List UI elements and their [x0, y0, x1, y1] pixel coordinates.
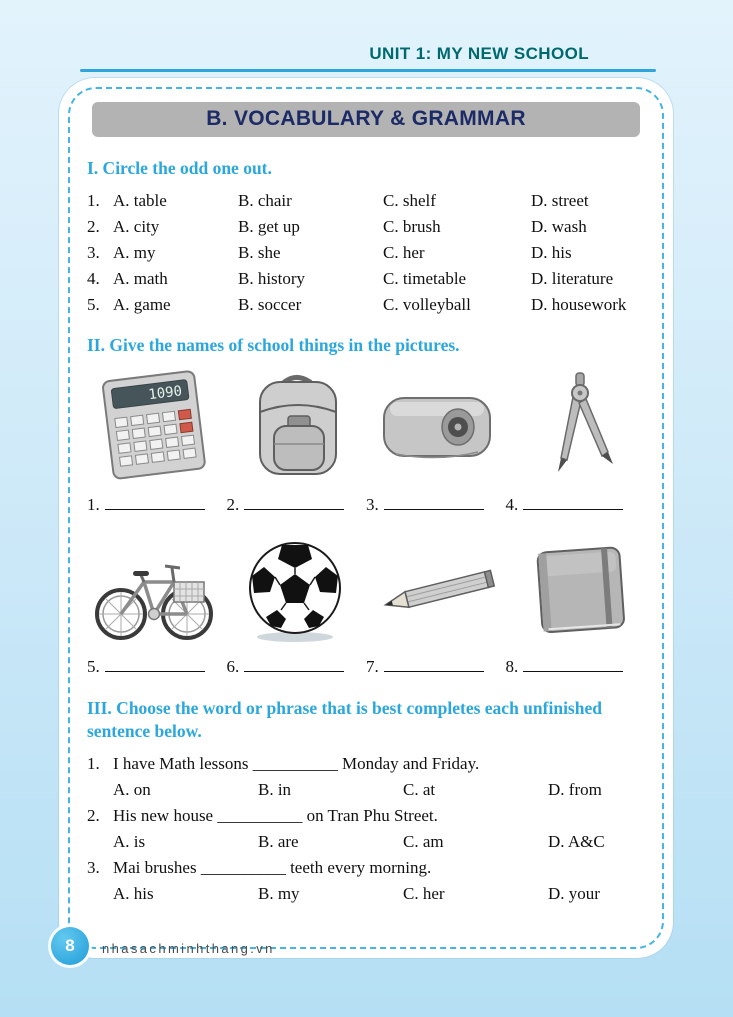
exercise1-row — [87, 188, 645, 214]
blank-item — [227, 655, 367, 679]
option-a: A. his — [113, 884, 154, 903]
option-b: B. she — [238, 243, 281, 262]
option-c: C. shelf — [383, 191, 436, 210]
blank-item — [366, 655, 506, 679]
section-banner: B. VOCABULARY & GRAMMAR — [92, 102, 640, 137]
website-text: nhasachminhthang.vn — [102, 941, 275, 956]
option-d: D. literature — [531, 269, 614, 288]
blank-number: 6. — [226, 657, 240, 676]
schoolbag-icon — [230, 370, 360, 482]
option-c: C. timetable — [383, 269, 467, 288]
blank-item — [506, 655, 646, 679]
option-d: D. his — [531, 243, 572, 262]
option-c: C. her — [403, 884, 445, 903]
exercise1-row — [87, 266, 645, 292]
answer-blank — [384, 657, 484, 672]
calculator-image — [87, 367, 219, 485]
option-a: A. is — [113, 832, 146, 851]
option-b: B. my — [258, 884, 300, 903]
question-sentence: His new house __________ on Tran Phu Street. — [113, 806, 438, 825]
exercise3-list — [87, 751, 645, 907]
question-number: 1. — [87, 754, 100, 773]
question-number: 1. — [87, 191, 100, 210]
question-sentence: I have Math lessons __________ Monday and Friday. — [113, 754, 480, 773]
option-d: D. your — [548, 884, 600, 903]
option-b: B. get up — [238, 217, 300, 236]
answer-blank — [244, 657, 344, 672]
svg-text:1090: 1090 — [147, 383, 183, 404]
question-number: 5. — [87, 295, 100, 314]
pencil-icon — [372, 532, 502, 644]
option-c: C. am — [403, 832, 444, 851]
pencil-sharpener-image — [371, 367, 503, 485]
blanks-row-2 — [87, 655, 645, 679]
answer-blank — [384, 495, 484, 510]
option-d: D. housework — [531, 295, 627, 314]
option-d: D. A&C — [548, 832, 605, 851]
images-row-2 — [87, 529, 645, 647]
exercise3-question — [87, 751, 645, 803]
page-number-badge: 8 — [51, 927, 89, 965]
blank-number: 5. — [87, 657, 100, 676]
blank-number: 1. — [87, 495, 100, 514]
exercise1-row — [87, 240, 645, 266]
option-a: A. city — [113, 217, 160, 236]
answer-blank — [523, 495, 623, 510]
exercise1-row — [87, 214, 645, 240]
option-b: B. chair — [238, 191, 292, 210]
blanks-row-1 — [87, 493, 645, 517]
option-a: A. my — [113, 243, 156, 262]
answer-blank — [523, 657, 623, 672]
section1-title: I. Circle the odd one out. — [87, 158, 272, 178]
exercise3-question — [87, 855, 645, 907]
option-d: D. wash — [531, 217, 587, 236]
schoolbag-image — [229, 367, 361, 485]
option-a: A. game — [113, 295, 171, 314]
option-c: C. volleyball — [383, 295, 471, 314]
blank-item — [87, 655, 227, 679]
question-number: 3. — [87, 858, 100, 877]
notebook-icon — [514, 532, 644, 644]
option-a: A. table — [113, 191, 167, 210]
answer-blank — [244, 495, 344, 510]
bicycle-icon — [88, 532, 218, 644]
bicycle-image — [87, 529, 219, 647]
exercise1-list — [87, 188, 645, 318]
worksheet-card — [59, 78, 673, 958]
exercise3-question — [87, 803, 645, 855]
option-b: B. soccer — [238, 295, 302, 314]
unit-title: UNIT 1: MY NEW SCHOOL — [369, 44, 589, 63]
soccer-ball-icon — [230, 532, 360, 644]
option-d: D. from — [548, 780, 602, 799]
compass-image — [513, 367, 645, 485]
option-d: D. street — [531, 191, 589, 210]
option-a: A. math — [113, 269, 168, 288]
exercise1-row — [87, 292, 645, 318]
header-divider — [80, 69, 656, 72]
answer-blank — [105, 495, 205, 510]
question-number: 2. — [87, 806, 100, 825]
pencil-sharpener-icon — [372, 370, 502, 482]
compass-icon — [514, 370, 644, 482]
images-row-1 — [87, 367, 645, 485]
option-c: C. her — [383, 243, 425, 262]
card-content — [59, 78, 673, 958]
blank-number: 8. — [505, 657, 519, 676]
question-number: 2. — [87, 217, 100, 236]
calculator-icon — [88, 370, 218, 482]
question-number: 3. — [87, 243, 100, 262]
option-c: C. brush — [383, 217, 441, 236]
soccer-ball-image — [229, 529, 361, 647]
pencil-image — [371, 529, 503, 647]
option-c: C. at — [403, 780, 436, 799]
option-a: A. on — [113, 780, 151, 799]
blank-number: 3. — [366, 495, 379, 514]
blank-item — [506, 493, 646, 517]
option-b: B. in — [258, 780, 292, 799]
question-sentence: Mai brushes __________ teeth every morning. — [113, 858, 432, 877]
blank-item — [366, 493, 506, 517]
option-b: B. are — [258, 832, 299, 851]
blank-item — [227, 493, 367, 517]
blank-number: 7. — [366, 657, 379, 676]
question-number: 4. — [87, 269, 100, 288]
section3-title: III. Choose the word or phrase that is best completes each unfinished sentence below. — [87, 698, 602, 741]
blank-item — [87, 493, 227, 517]
option-b: B. history — [238, 269, 306, 288]
answer-blank — [105, 657, 205, 672]
blank-number: 4. — [505, 495, 519, 514]
notebook-image — [513, 529, 645, 647]
section2-title: II. Give the names of school things in the pictures. — [87, 335, 460, 355]
blank-number: 2. — [226, 495, 240, 514]
